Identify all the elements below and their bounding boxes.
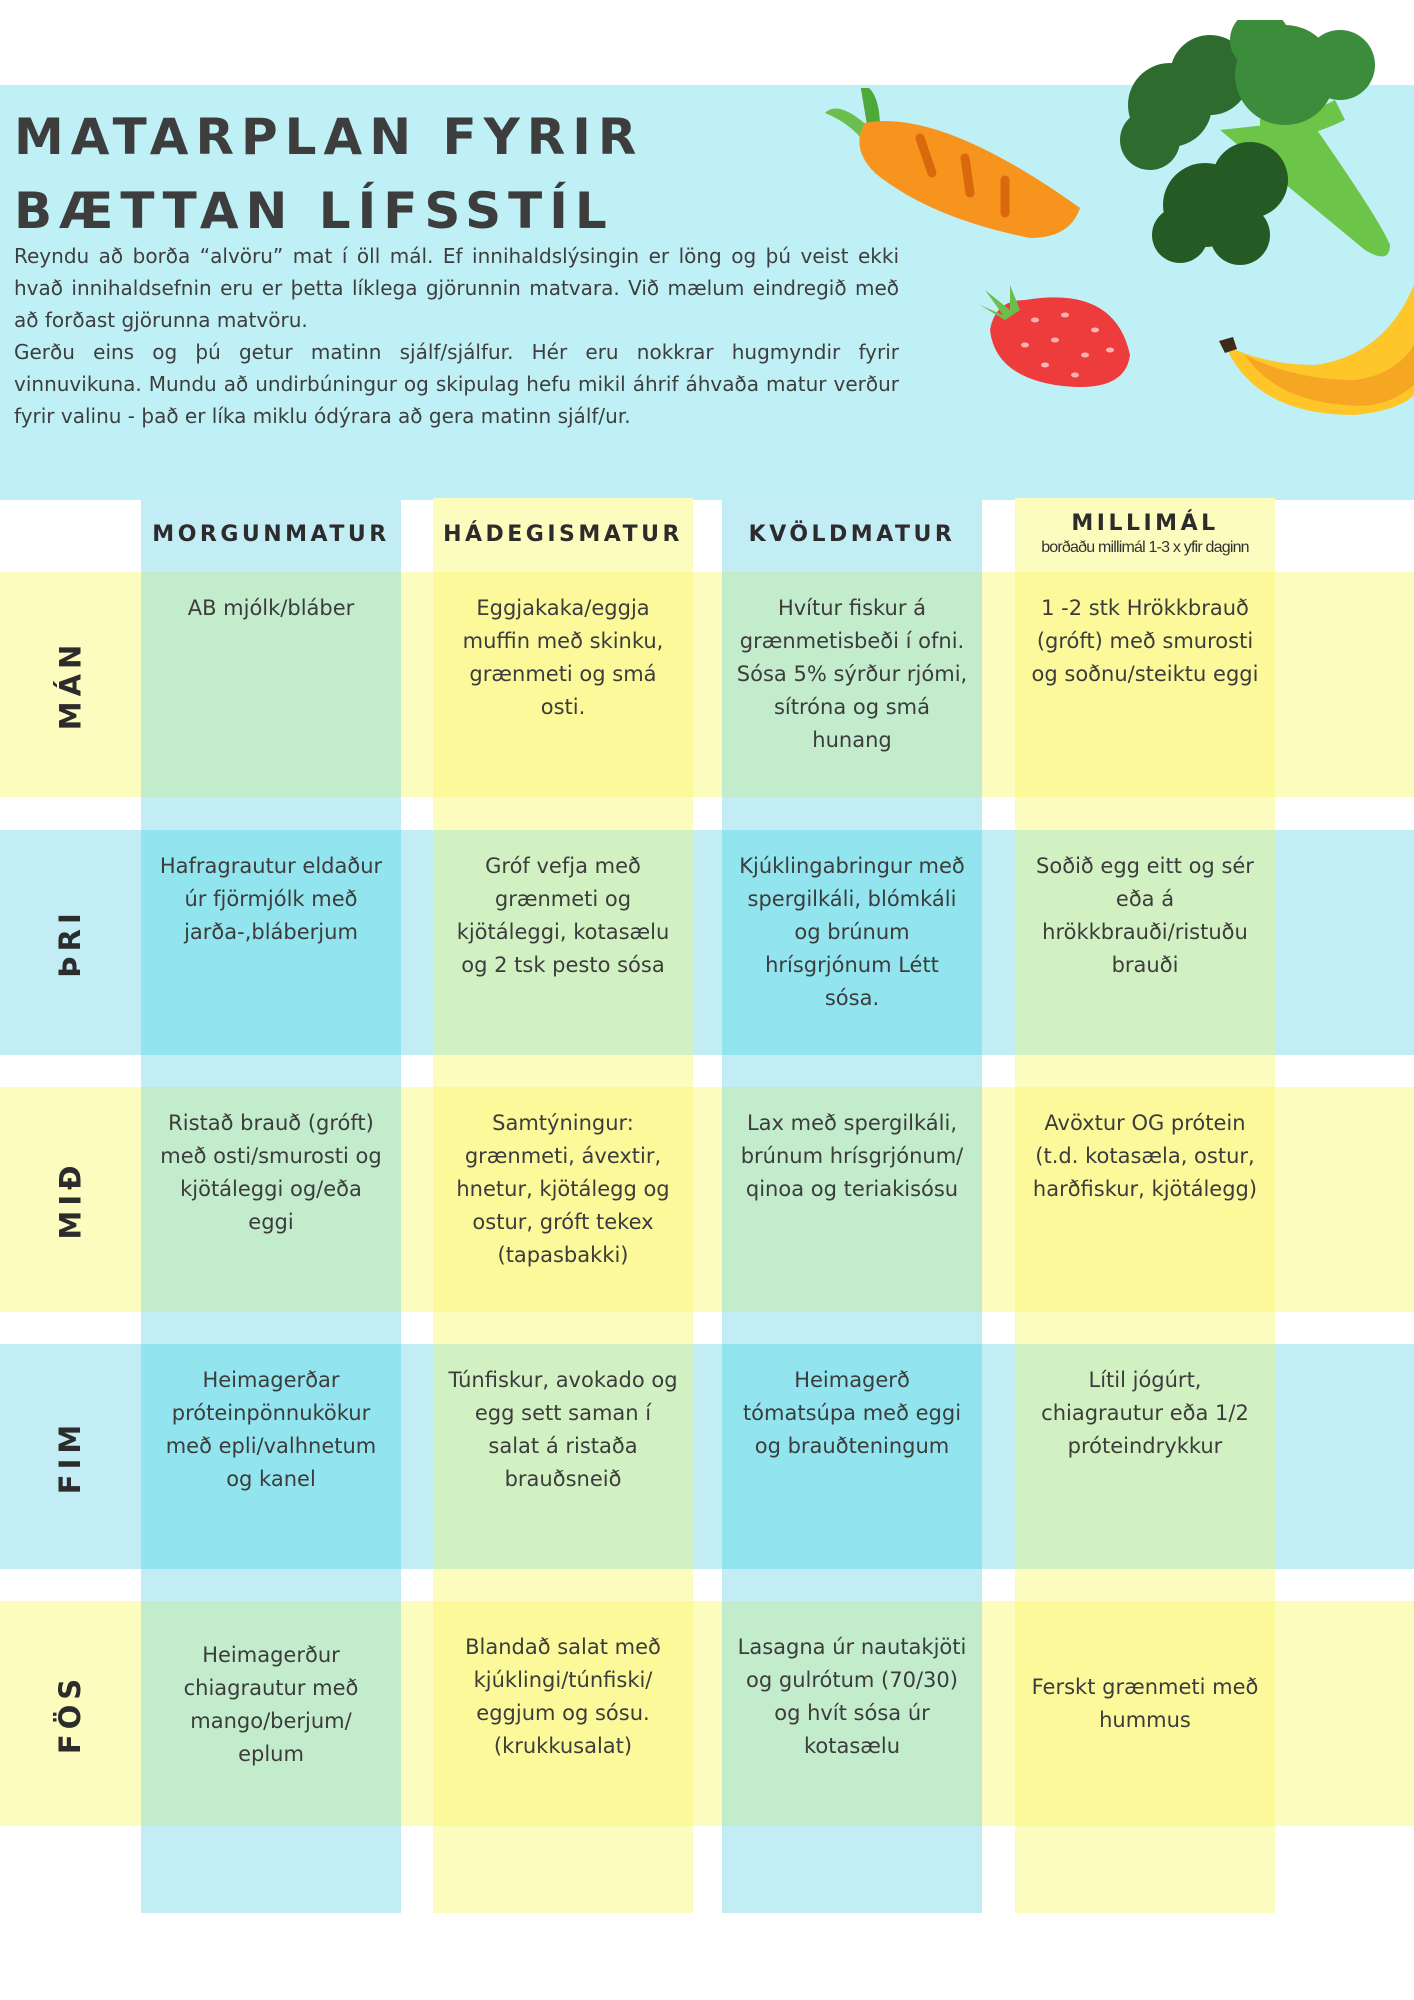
intro-paragraph-1: Reyndu að borða “alvöru” mat í öll mál. Ef innihaldslýsingin er löng og þú veist ekki hvað innihaldsefnin eru er þetta líklega gjörunnin matvara. Við mælum eindregið með að forðast gjörunna matvöru.: [14, 244, 899, 332]
meal-cell-wed-snack: Avöxtur OG prótein (t.d. kotasæla, ostur, harðfiskur, kjötálegg): [1015, 1087, 1275, 1312]
meal-cell-thu-dinner: Heimagerð tómatsúpa með eggi og brauðteningum: [722, 1344, 982, 1569]
meal-cell-wed-dinner: Lax með spergilkáli, brúnum hrísgrjónum/ qinoa og teriakisósu: [722, 1087, 982, 1312]
meal-cell-wed-breakfast: Ristað brauð (gróft) með osti/smurosti og kjötáleggi og/eða eggi: [141, 1087, 401, 1312]
column-header-breakfast: [141, 498, 401, 570]
carrot-icon: [820, 88, 1090, 248]
broccoli-icon: [1110, 20, 1410, 290]
meal-cell-mon-dinner: Hvítur fiskur á grænmetisbeði í ofni. Sósa 5% sýrður rjómi, sítróna og smá hunang: [722, 572, 982, 797]
column-subtitle: borðaðu millimál 1-3 x yfir daginn: [1041, 538, 1249, 556]
day-label-wed: MIÐ: [52, 1160, 87, 1239]
day-label-mon: MÁN: [52, 639, 87, 730]
title-line-1: MATARPLAN FYRIR: [14, 108, 644, 166]
day-label-tue: ÞRI: [53, 907, 87, 978]
meal-cell-mon-snack: 1 -2 stk Hrökkbrauð (gróft) með smurosti og soðnu/steiktu eggi: [1015, 572, 1275, 797]
meal-cell-fri-lunch: Blandað salat með kjúklingi/túnfiski/ eggjum og sósu. (krukkusalat): [433, 1601, 693, 1826]
meal-cell-thu-lunch: Túnfiskur, avokado og egg sett saman í salat á ristaða brauðsneið: [433, 1344, 693, 1569]
column-title: MILLIMÁL: [1071, 510, 1219, 536]
day-label-fri: FÖS: [52, 1673, 87, 1754]
day-label-thu: FIM: [53, 1419, 87, 1494]
banana-icon: [1215, 275, 1414, 435]
intro-text: [14, 240, 899, 432]
meal-cell-thu-breakfast: Heimagerðar próteinpönnukökur með epli/valhnetum og kanel: [141, 1344, 401, 1569]
intro-paragraph-2: Gerðu eins og þú getur matinn sjálf/sjálfur. Hér eru nokkrar hugmyndir fyrir vinnuvikuna. Mundu að undirbúningur og skipulag hefu mikil áhrif áhvaða matur verður fyrir valinu - það er líka miklu ódýrara að gera matinn sjálf/ur.: [14, 340, 899, 428]
meal-cell-fri-snack: Ferskt grænmeti með hummus: [1015, 1601, 1275, 1826]
title-line-2: BÆTTAN LÍFSSTÍL: [14, 182, 614, 240]
column-title: HÁDEGISMATUR: [443, 521, 683, 547]
column-header-lunch: [433, 498, 693, 570]
strawberry-icon: [975, 285, 1135, 400]
column-title: KVÖLDMATUR: [748, 521, 956, 547]
meal-cell-mon-breakfast: AB mjólk/bláber: [141, 572, 401, 797]
page-title: [14, 100, 834, 248]
meal-cell-fri-dinner: Lasagna úr nautakjöti og gulrótum (70/30) og hvít sósa úr kotasælu: [722, 1601, 982, 1826]
meal-cell-fri-breakfast: Heimagerður chiagrautur með mango/berjum/ eplum: [141, 1601, 401, 1826]
meal-cell-mon-lunch: Eggjakaka/eggja muffin með skinku, grænmeti og smá osti.: [433, 572, 693, 797]
meal-cell-tue-lunch: Gróf vefja með grænmeti og kjötáleggi, kotasælu og 2 tsk pesto sósa: [433, 830, 693, 1055]
meal-cell-tue-snack: Soðið egg eitt og sér eða á hrökkbrauði/ristuðu brauði: [1015, 830, 1275, 1055]
meal-cell-tue-dinner: Kjúklingabringur með spergilkáli, blómkáli og brúnum hrísgrjónum Létt sósa.: [722, 830, 982, 1055]
meal-cell-thu-snack: Lítil jógúrt, chiagrautur eða 1/2 próteindrykkur: [1015, 1344, 1275, 1569]
meal-cell-wed-lunch: Samtýningur: grænmeti, ávextir, hnetur, kjötálegg og ostur, gróft tekex (tapasbakki): [433, 1087, 693, 1312]
column-header-dinner: [722, 498, 982, 570]
column-title: MORGUNMATUR: [152, 521, 390, 547]
column-header-snack: [1015, 498, 1275, 570]
meal-cell-tue-breakfast: Hafragrautur eldaður úr fjörmjólk með jarða-,bláberjum: [141, 830, 401, 1055]
